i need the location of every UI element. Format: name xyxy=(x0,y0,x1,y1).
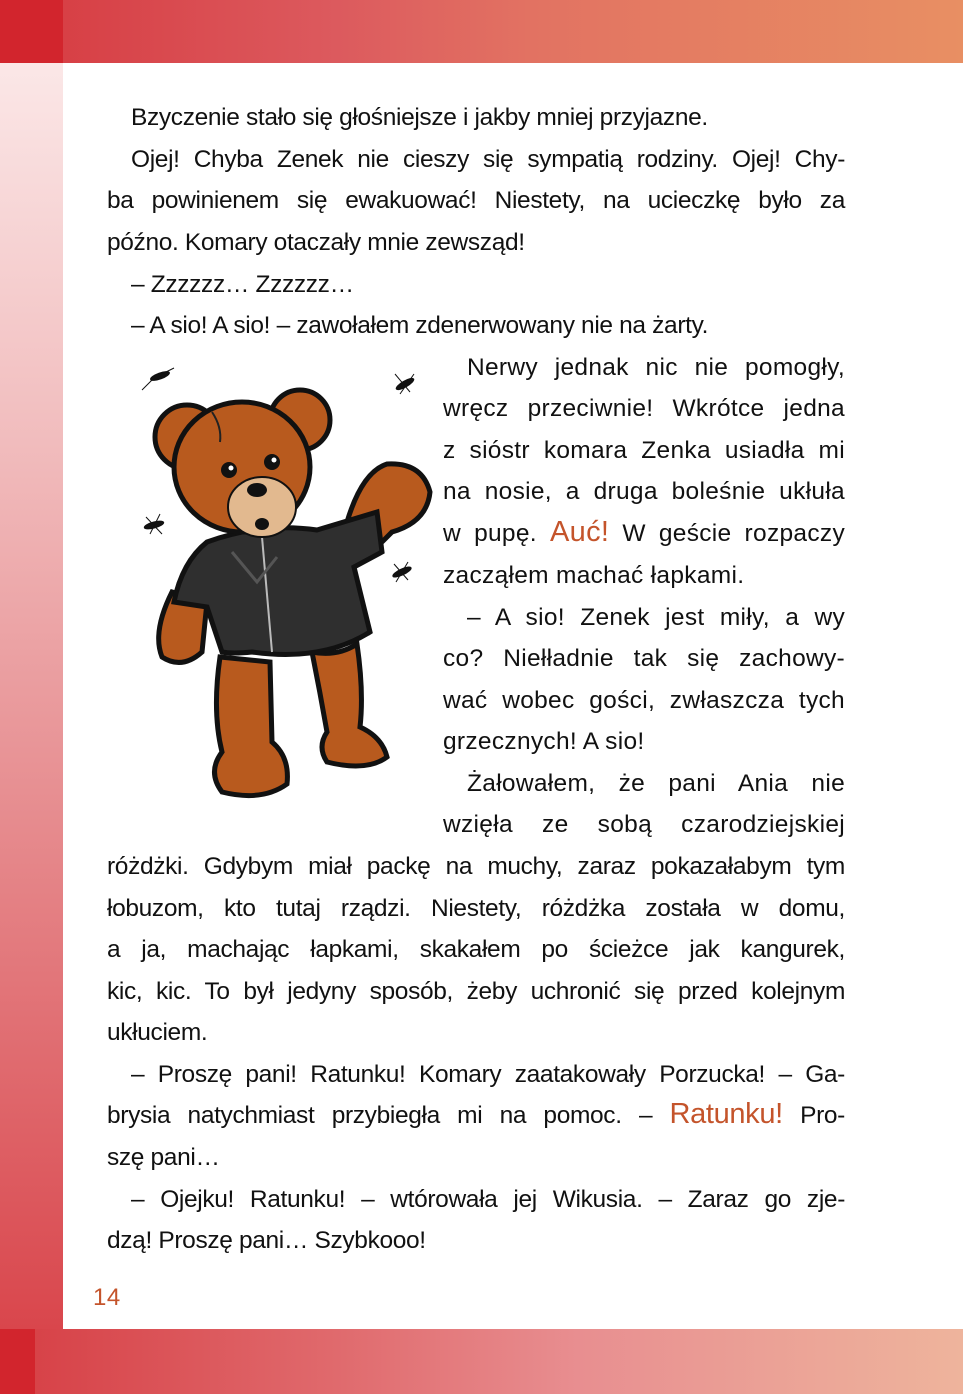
text-line xyxy=(443,517,845,549)
side-gradient-strip xyxy=(0,63,63,1329)
text-line: łobuzom, kto tutaj rządzi. Niestety, różdżka została w domu, xyxy=(107,895,845,922)
text-line: z sióstr komara Zenka usiadła mi xyxy=(443,437,845,464)
text-fragment: w pupę. xyxy=(443,520,537,547)
text-line: – A sio! Zenek jest miły, a wy xyxy=(467,604,845,631)
text-line: Bzyczenie stało się głośniejsze i jakby mniej przyjazne. xyxy=(131,104,708,131)
text-line: – Zzzzzz… Zzzzzz… xyxy=(131,271,354,298)
text-line: Nerwy jednak nic nie pomogły, xyxy=(467,354,845,381)
text-line: zacząłem machać łapkami. xyxy=(443,562,745,589)
text-line xyxy=(107,1099,845,1131)
exclamation-ratunku: Ratunku! xyxy=(669,1098,783,1130)
footer-corner-block xyxy=(0,1329,35,1394)
header-gradient-bar xyxy=(0,0,963,63)
text-line: – A sio! A sio! – zawołałem zdenerwowany nie na żarty. xyxy=(131,312,709,339)
mosquito-icon xyxy=(392,562,413,582)
text-line: Ojej! Chyba Zenek nie cieszy się sympatią rodziny. Ojej! Chy- xyxy=(131,146,845,173)
text-line: ba powinienem się ewakuować! Niestety, na ucieczkę było za xyxy=(107,187,845,214)
text-line: wzięła ze sobą czarodziejskiej xyxy=(443,811,845,838)
text-line: – Proszę pani! Ratunku! Komary zaatakowały Porzucka! – Ga- xyxy=(131,1061,845,1088)
text-line: grzecznych! A sio! xyxy=(443,728,645,755)
text-line: na nosie, a druga boleśnie ukłuła xyxy=(443,478,845,505)
text-line: wręcz przeciwnie! Wkrótce jedna xyxy=(443,395,845,422)
teddy-bear-icon xyxy=(112,352,442,812)
text-fragment: brysia natychmiast przybiegła mi na pomoc. – xyxy=(107,1102,653,1129)
exclamation-auc: Auć! xyxy=(550,516,610,548)
page-number: 14 xyxy=(93,1284,121,1311)
text-fragment: Pro- xyxy=(800,1102,845,1129)
text-line: a ja, machając łapkami, skakałem po ścieżce jak kangurek, xyxy=(107,936,845,963)
text-line: kic, kic. To był jedyny sposób, żeby uchronić się przed kolejnym xyxy=(107,978,845,1005)
text-line: różdżki. Gdybym miał packę na muchy, zaraz pokazałabym tym xyxy=(107,853,845,880)
mosquito-icon xyxy=(142,368,174,390)
text-line: ukłuciem. xyxy=(107,1019,208,1046)
text-line: co? Niełładnie tak się zachowy- xyxy=(443,645,845,672)
text-fragment: W geście rozpaczy xyxy=(622,520,845,547)
text-line: Żałowałem, że pani Ania nie xyxy=(467,770,845,797)
text-line: szę pani… xyxy=(107,1144,220,1171)
header-corner-block xyxy=(0,0,63,63)
mosquito-icon xyxy=(144,514,165,534)
text-line: dzą! Proszę pani… Szybkooo! xyxy=(107,1227,426,1254)
mosquito-icon xyxy=(395,374,415,394)
text-line: wać wobec gości, zwłaszcza tych xyxy=(443,687,845,714)
text-line: – Ojejku! Ratunku! – wtórowała jej Wikusia. – Zaraz go zje- xyxy=(131,1186,845,1213)
text-line: późno. Komary otaczały mnie zewsząd! xyxy=(107,229,525,256)
footer-gradient-bar xyxy=(0,1329,963,1394)
